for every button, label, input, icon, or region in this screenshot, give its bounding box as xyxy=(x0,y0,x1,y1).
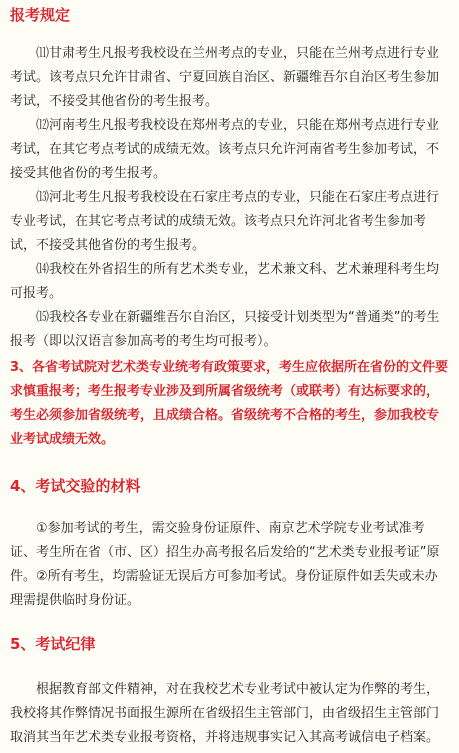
policy-note-3: 3、各省考试院对艺术类专业统考有政策要求，考生应依据所在省份的文件要求慎重报考；考生报考专业涉及到所属省级统考（或联考）有达标要求的，考生必须参加省级统考，且成绩合格。省级统考不合格的考生，参加我校专业考试成绩无效。 xyxy=(10,360,449,447)
materials-item-1: ①参加考试的考生，需交验身份证原件、南京艺术学院专业考试准考证、考生所在省（市、区）招生办高考报名后发给的“艺术类专业报考证”原件。 xyxy=(10,521,440,584)
section-title-materials: 4、考试交验的材料 xyxy=(10,477,141,495)
rule-item-15: ⒂我校各专业在新疆维吾尔自治区，只接受计划类型为“普通类”的考生报考（即以汉语言参加高考的考生均可报考）。 xyxy=(10,310,440,349)
materials-item-2: ②所有考生，均需验证无误后方可参加考试。身份证原件如丢失或未办理需提供临时身份证。 xyxy=(10,569,438,608)
discipline-item-1: 根据教育部文件精神，对在我校艺术专业考试中被认定为作弊的考生，我校将其作弊情况书面报生源所在省级招生主管部门，由省级招生主管部门取消其当年艺术类专业报考资格，并将违规事实记入其高考诚信电子档案。 xyxy=(10,682,440,745)
section-title-discipline: 5、考试纪律 xyxy=(10,635,96,653)
rule-item-11: ⑾甘肃考生凡报考我校设在兰州考点的专业，只能在兰州考点进行专业考试。该考点只允许甘肃省、宁夏回族自治区、新疆维吾尔自治区考生参加考试，不接受其他省份的考生报考。 xyxy=(10,46,440,109)
rule-item-13: ⒀河北考生凡报考我校设在石家庄考点的专业，只能在石家庄考点进行专业考试，在其它考点考试的成绩无效。该考点只允许河北省考生参加考试，不接受其他省份的考生报考。 xyxy=(10,190,440,253)
section-title-rules: 报考规定 xyxy=(10,6,71,24)
rule-item-12: ⑿河南考生凡报考我校设在郑州考点的专业，只能在郑州考点进行专业考试，在其它考点考试的成绩无效。该考点只允许河南省考生参加考试，不接受其他省份的考生报考。 xyxy=(10,118,440,181)
rule-item-14: ⒁我校在外省招生的所有艺术类专业，艺术兼文科、艺术兼理科考生均可报考。 xyxy=(10,262,440,301)
